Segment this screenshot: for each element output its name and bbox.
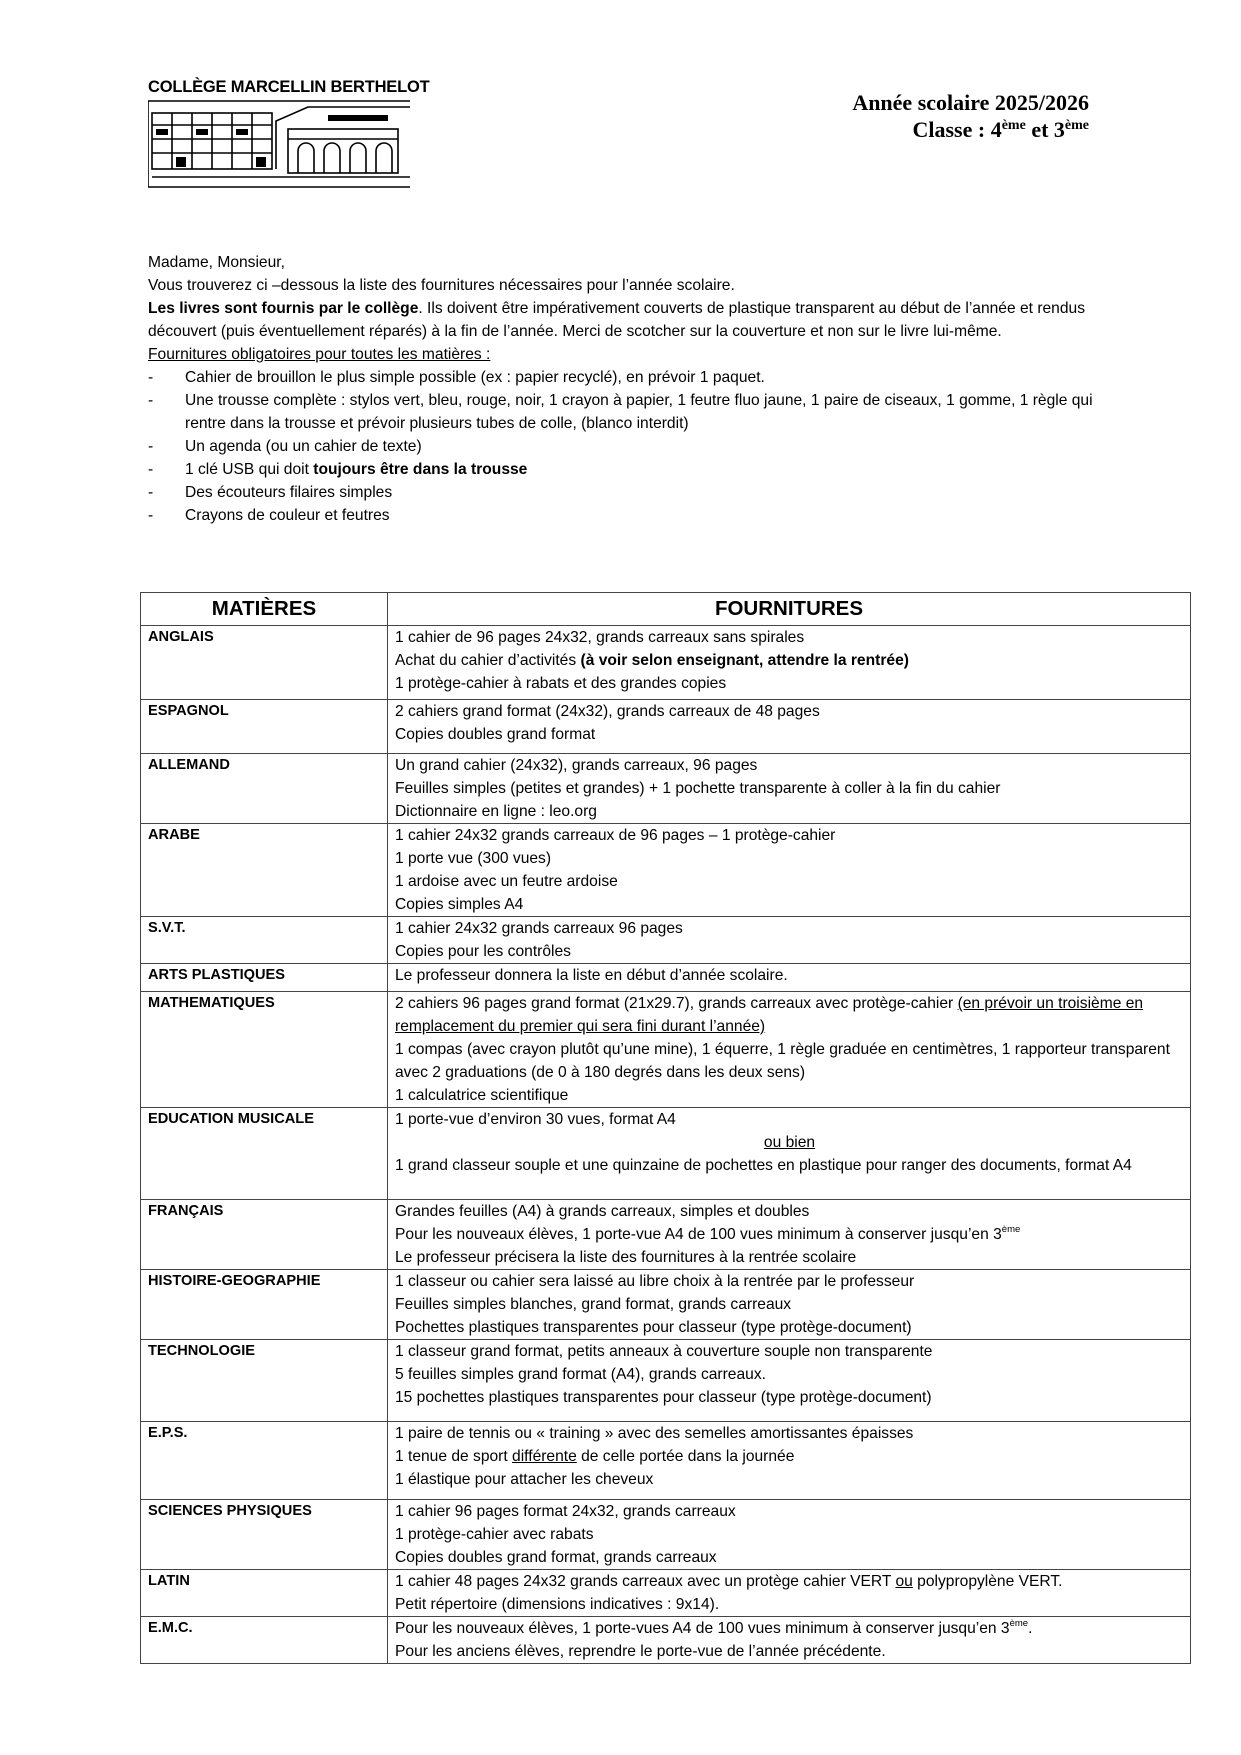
table-row [141, 1200, 1191, 1270]
table-row [141, 917, 1191, 964]
supplies-cell: 1 classeur ou cahier sera laissé au libre choix à la rentrée par le professeur Feuilles simples blanches, grand format, grands carreaux Pochettes plastiques transparentes pour classeur (type protège-document) [388, 1270, 1191, 1340]
table-row [141, 1108, 1191, 1200]
subject-cell: EDUCATION MUSICALE [141, 1108, 388, 1200]
list-item: - Une trousse complète : stylos vert, bleu, rouge, noir, 1 crayon à papier, 1 feutre fluo jaune, 1 paire de ciseaux, 1 gomme, 1 règle qui rentre dans la trousse et prévoir plusieurs tubes de colle, (blanco interdit) [148, 389, 1093, 435]
intro-letter [148, 251, 1093, 527]
subject-cell: MATHEMATIQUES [141, 992, 388, 1108]
subject-cell: E.M.C. [141, 1617, 388, 1664]
list-item: - Des écouteurs filaires simples [148, 481, 1093, 504]
mandatory-supplies-title: Fournitures obligatoires pour toutes les matières : [148, 346, 491, 363]
supplies-cell: 2 cahiers grand format (24x32), grands carreaux de 48 pages Copies doubles grand format [388, 700, 1191, 754]
subject-cell: LATIN [141, 1570, 388, 1617]
subject-cell: ARTS PLASTIQUES [141, 964, 388, 992]
table-row [141, 700, 1191, 754]
list-item: - Un agenda (ou un cahier de texte) [148, 435, 1093, 458]
supplies-cell: 1 cahier 48 pages 24x32 grands carreaux avec un protège cahier VERT ou polypropylène VERT. Petit répertoire (dimensions indicatives : 9x14). [388, 1570, 1191, 1617]
books-notice: Les livres sont fournis par le collège. Ils doivent être impérativement couverts de plastique transparent au début de l’année et rendus découvert (puis éventuellement réparés) à la fin de l’année. Merci de scotcher sur la couverture et non sur le livre lui-même. [148, 300, 1085, 340]
subject-cell: ALLEMAND [141, 754, 388, 824]
supplies-cell: 1 cahier 24x32 grands carreaux 96 pages Copies pour les contrôles [388, 917, 1191, 964]
subject-cell: S.V.T. [141, 917, 388, 964]
subject-cell: ANGLAIS [141, 626, 388, 700]
supplies-cell: 1 cahier de 96 pages 24x32, grands carreaux sans spirales Achat du cahier d’activités (à voir selon enseignant, attendre la rentrée) 1 protège-cahier à rabats et des grandes copies [388, 626, 1191, 700]
intro-line: Vous trouverez ci –dessous la liste des fournitures nécessaires pour l’année scolaire. [148, 277, 735, 294]
school-year-block [852, 89, 1089, 143]
table-row [141, 1500, 1191, 1570]
supplies-cell: 1 paire de tennis ou « training » avec des semelles amortissantes épaisses 1 tenue de sport différente de celle portée dans la journée 1 élastique pour attacher les cheveux [388, 1422, 1191, 1500]
table-header-row [141, 593, 1191, 626]
table-row [141, 992, 1191, 1108]
supplies-cell: Le professeur donnera la liste en début d’année scolaire. [388, 964, 1191, 992]
subject-cell: HISTOIRE-GEOGRAPHIE [141, 1270, 388, 1340]
supplies-table [140, 592, 1191, 1664]
subject-cell: ARABE [141, 824, 388, 917]
school-year: Année scolaire 2025/2026 [852, 90, 1089, 115]
list-item: - Cahier de brouillon le plus simple possible (ex : papier recyclé), en prévoir 1 paquet. [148, 366, 1093, 389]
supplies-cell: 1 cahier 96 pages format 24x32, grands carreaux 1 protège-cahier avec rabats Copies doubles grand format, grands carreaux [388, 1500, 1191, 1570]
school-name: COLLÈGE MARCELLIN BERTHELOT [148, 78, 430, 96]
supplies-cell: 1 cahier 24x32 grands carreaux de 96 pages – 1 protège-cahier 1 porte vue (300 vues) 1 ardoise avec un feutre ardoise Copies simples A4 [388, 824, 1191, 917]
school-logo [148, 78, 430, 188]
supplies-cell: 2 cahiers 96 pages grand format (21x29.7), grands carreaux avec protège-cahier (en prévoir un troisième en remplacement du premier qui sera fini durant l’année) 1 compas (avec crayon plutôt qu’une mine), 1 équerre, 1 règle graduée en centimètres, 1 rapporteur transparent avec 2 graduations (de 0 à 180 degrés dans les deux sens) 1 calculatrice scientifique [388, 992, 1191, 1108]
school-building-drawing [148, 99, 410, 191]
table-row [141, 1617, 1191, 1664]
list-item: - Crayons de couleur et feutres [148, 504, 1093, 527]
subject-cell: FRANÇAIS [141, 1200, 388, 1270]
greeting: Madame, Monsieur, [148, 254, 285, 271]
supplies-cell: Pour les nouveaux élèves, 1 porte-vues A4 de 100 vues minimum à conserver jusqu’en 3ème. Pour les anciens élèves, reprendre le porte-vue de l’année précédente. [388, 1617, 1191, 1664]
class-levels: Classe : 4ème et 3ème [912, 117, 1089, 142]
table-row [141, 824, 1191, 917]
table-row [141, 1422, 1191, 1500]
table-row [141, 626, 1191, 700]
supplies-cell: Grandes feuilles (A4) à grands carreaux, simples et doubles Pour les nouveaux élèves, 1 porte-vue A4 de 100 vues minimum à conserver jusqu’en 3ème Le professeur précisera la liste des fournitures à la rentrée scolaire [388, 1200, 1191, 1270]
table-row [141, 1570, 1191, 1617]
subject-cell: ESPAGNOL [141, 700, 388, 754]
table-row [141, 754, 1191, 824]
list-item: - 1 clé USB qui doit toujours être dans la trousse [148, 458, 1093, 481]
subject-cell: TECHNOLOGIE [141, 1340, 388, 1422]
mandatory-supplies-list [148, 366, 1093, 527]
column-header-subjects: MATIÈRES [141, 593, 388, 626]
table-row [141, 1340, 1191, 1422]
subject-cell: E.P.S. [141, 1422, 388, 1500]
table-row [141, 1270, 1191, 1340]
supplies-cell: 1 porte-vue d’environ 30 vues, format A4 ou bien 1 grand classeur souple et une quinzaine de pochettes en plastique pour ranger des documents, format A4 [388, 1108, 1191, 1200]
column-header-supplies: FOURNITURES [388, 593, 1191, 626]
supplies-cell: Un grand cahier (24x32), grands carreaux, 96 pages Feuilles simples (petites et grandes) + 1 pochette transparente à coller à la fin du cahier Dictionnaire en ligne : leo.org [388, 754, 1191, 824]
subject-cell: SCIENCES PHYSIQUES [141, 1500, 388, 1570]
table-row [141, 964, 1191, 992]
supplies-cell: 1 classeur grand format, petits anneaux à couverture souple non transparente 5 feuilles simples grand format (A4), grands carreaux. 15 pochettes plastiques transparentes pour classeur (type protège-document) [388, 1340, 1191, 1422]
